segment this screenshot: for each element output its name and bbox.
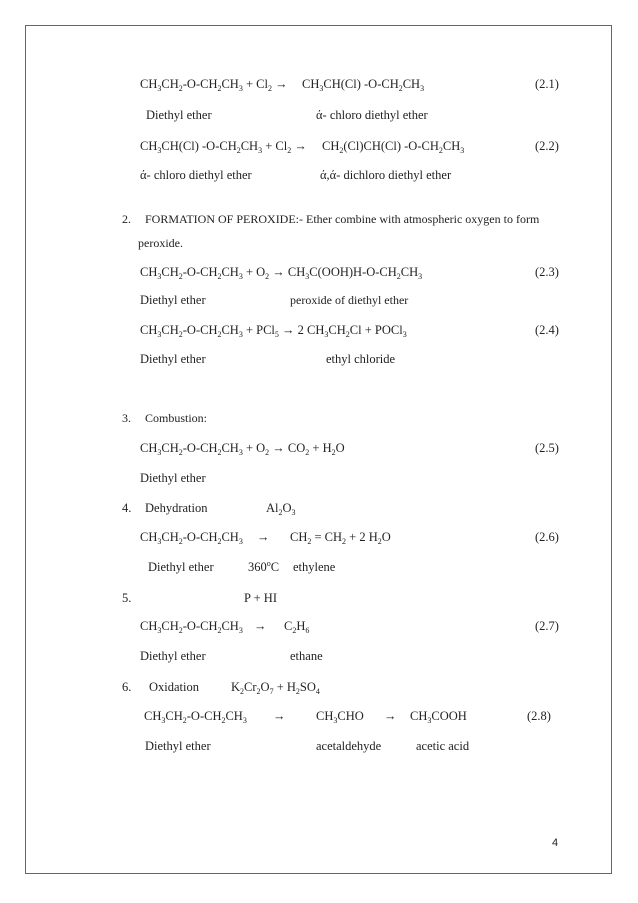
product-label: ά,ά- dichloro diethyl ether: [320, 168, 452, 182]
product-label: ethane: [290, 649, 323, 663]
equation-2-5: $CH_3CH_2-O-CH_2CH_3 + O_2 \to CO_2 + H_2O$: [140, 441, 345, 457]
reactant-label: ά- chloro diethyl ether: [140, 168, 252, 182]
equation-2-4: $CH_3CH_2-O-CH_2CH_3 + PCl_5 \to 2$ $CH_3CH_2Cl$ + POCl$_3$: [140, 323, 407, 339]
equation-2-8-intermediate: $CH_3CHO$: [316, 709, 364, 725]
reactant-label: Diethyl ether: [145, 739, 211, 753]
reaction-arrow: →: [254, 619, 267, 633]
reaction-arrow: →: [384, 709, 397, 723]
equation-number: (2.7): [535, 619, 559, 633]
section-number: 5.: [122, 591, 132, 605]
equation-2-7-reactant: $CH_3CH_2-O-CH_2CH_3$: [140, 619, 243, 635]
reagent-label: $Al_2O_3$: [266, 501, 296, 517]
section-heading: Dehydration: [145, 501, 208, 515]
page-number: 4: [552, 837, 559, 849]
reactant-label: Diethyl ether: [146, 108, 212, 122]
condition-label: 360$^o$C: [248, 559, 280, 574]
section-number: 4.: [122, 501, 132, 515]
equation-2-7-product: $C_2H_6$: [284, 619, 310, 635]
equation-2-2-reactants: $CH_3CH(Cl) -O-CH_2CH_3 + Cl_2$ →: [140, 139, 307, 155]
equation-2-8-reactant: $CH_3CH_2-O-CH_2CH_3$: [144, 709, 247, 725]
equation-2-1-reactants: $CH_3CH_2-O-CH_2CH_3 + Cl_2$ →: [140, 77, 288, 93]
section-heading: FORMATION OF PEROXIDE:- Ether combine with atmospheric oxygen to form: [145, 212, 540, 226]
section-heading: Oxidation: [149, 680, 199, 694]
section-number: 2.: [122, 212, 131, 226]
reaction-arrow: →: [273, 709, 286, 723]
equation-number: (2.5): [535, 441, 559, 455]
equation-number: (2.4): [535, 323, 559, 337]
product-label: ά- chloro diethyl ether: [316, 108, 428, 122]
equation-number: (2.8): [527, 709, 551, 723]
reaction-arrow: →: [257, 530, 270, 544]
reactant-label: Diethyl ether: [140, 471, 206, 485]
reagent-label: $K_2Cr_2O_7 + H_2SO_4$: [231, 680, 320, 696]
section-heading: Combustion:: [145, 411, 208, 425]
equation-number: (2.1): [535, 77, 559, 91]
equation-2-3: $CH_3CH_2-O-CH_2CH_3 + O_2 \to CH_3C(OOH)H-O-CH_2CH_3$: [140, 265, 423, 281]
equation-2-8-product: $CH_3COOH$: [410, 709, 467, 725]
product-label: acetic acid: [416, 739, 470, 753]
equation-2-6-products: $CH_2 = CH_2 + 2$ $H_2O$: [290, 530, 391, 546]
section-number: 3.: [122, 411, 131, 425]
equation-2-1-product: $CH_3CH(Cl)$ $-O-CH_2CH_3$: [302, 77, 425, 93]
section-heading-continued: peroxide.: [138, 236, 183, 250]
product-label: ethyl chloride: [326, 352, 396, 366]
equation-2-6-reactant: $CH_3CH_2-O-CH_2CH_3$: [140, 530, 243, 546]
reactant-label: Diethyl ether: [140, 293, 206, 307]
reactant-label: Diethyl ether: [140, 649, 206, 663]
equation-2-2-product: $CH_2(Cl)CH(Cl)$ $-O-CH_2CH_3$: [322, 139, 465, 155]
equation-number: (2.2): [535, 139, 559, 153]
reagent-label: P + HI: [244, 591, 277, 605]
reactant-label: Diethyl ether: [148, 560, 214, 574]
reactant-label: Diethyl ether: [140, 352, 206, 366]
intermediate-label: acetaldehyde: [316, 739, 382, 753]
section-number: 6.: [122, 680, 132, 694]
equation-number: (2.6): [535, 530, 559, 544]
product-label: ethylene: [293, 560, 336, 574]
equation-number: (2.3): [535, 265, 559, 279]
product-label: peroxide of diethyl ether: [290, 293, 409, 307]
